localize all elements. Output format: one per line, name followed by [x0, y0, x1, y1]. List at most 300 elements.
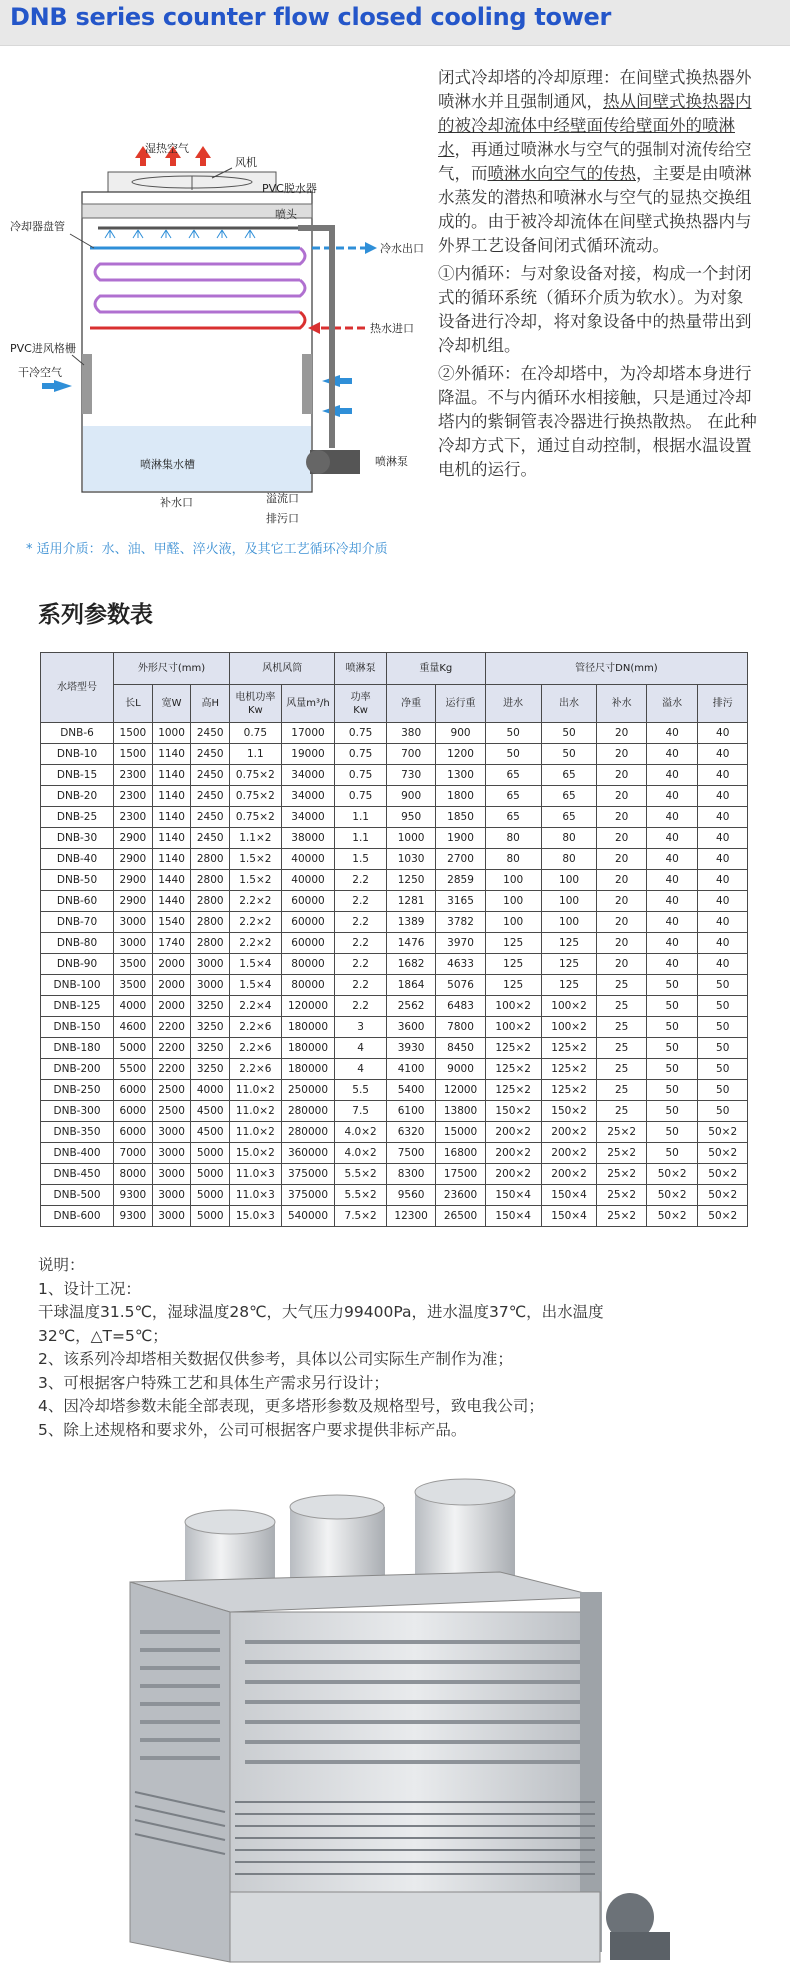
- table-cell: 20: [597, 891, 646, 912]
- table-cell: 60000: [281, 891, 335, 912]
- table-cell: 5000: [191, 1164, 230, 1185]
- table-cell: 5500: [114, 1059, 153, 1080]
- table-cell: 34000: [281, 765, 335, 786]
- table-cell: 125×2: [485, 1059, 541, 1080]
- principle-paragraph-1: [438, 66, 758, 258]
- table-cell: 17500: [436, 1164, 485, 1185]
- motor-power-unit: Kw: [247, 704, 263, 716]
- table-cell: 1900: [436, 828, 485, 849]
- table-cell: 9300: [114, 1206, 153, 1227]
- table-cell: 50×2: [698, 1143, 748, 1164]
- table-cell: 2200: [152, 1017, 191, 1038]
- table-row: [41, 1185, 748, 1206]
- table-cell: 2900: [114, 870, 153, 891]
- table-cell: 1.1: [335, 807, 387, 828]
- table-cell: 5000: [191, 1206, 230, 1227]
- table-cell: 2.2×2: [230, 912, 282, 933]
- table-row: [41, 744, 748, 765]
- table-cell: 25: [597, 996, 646, 1017]
- table-cell: 7500: [386, 1143, 435, 1164]
- table-cell: 4000: [114, 996, 153, 1017]
- table-cell: 2450: [191, 744, 230, 765]
- table-cell: 20: [597, 786, 646, 807]
- table-cell: 3500: [114, 954, 153, 975]
- table-cell: 2562: [386, 996, 435, 1017]
- table-cell: 20: [597, 954, 646, 975]
- table-cell: 12000: [436, 1080, 485, 1101]
- table-cell: 4600: [114, 1017, 153, 1038]
- col-makeup: 补水: [597, 685, 646, 723]
- table-cell: 40: [698, 933, 748, 954]
- table-cell: 40: [698, 723, 748, 744]
- table-cell: 2.2×6: [230, 1038, 282, 1059]
- table-cell: 25: [597, 975, 646, 996]
- label-fan: 风机: [235, 156, 257, 169]
- table-cell: DNB-200: [41, 1059, 114, 1080]
- table-cell: 40: [698, 891, 748, 912]
- table-cell: 5.5×2: [335, 1185, 387, 1206]
- label-nozzle: 喷头: [275, 208, 297, 221]
- table-cell: 17000: [281, 723, 335, 744]
- note-line-1: 1、设计工况：: [38, 1279, 141, 1298]
- table-cell: 0.75: [335, 744, 387, 765]
- table-cell: 125×2: [541, 1080, 597, 1101]
- table-cell: 5000: [114, 1038, 153, 1059]
- table-cell: 8000: [114, 1164, 153, 1185]
- table-cell: 0.75: [335, 786, 387, 807]
- table-cell: 16800: [436, 1143, 485, 1164]
- table-cell: 1140: [152, 744, 191, 765]
- table-cell: 1.5×2: [230, 849, 282, 870]
- table-cell: 8300: [386, 1164, 435, 1185]
- table-cell: 50: [646, 1101, 698, 1122]
- table-cell: 11.0×3: [230, 1164, 282, 1185]
- table-cell: 700: [386, 744, 435, 765]
- table-row: [41, 828, 748, 849]
- table-cell: 200×2: [541, 1122, 597, 1143]
- table-cell: 4000: [191, 1080, 230, 1101]
- table-cell: 150×2: [541, 1101, 597, 1122]
- table-cell: 40: [698, 912, 748, 933]
- table-cell: 1000: [152, 723, 191, 744]
- table-cell: 150×4: [485, 1185, 541, 1206]
- table-cell: 25×2: [597, 1206, 646, 1227]
- table-cell: DNB-6: [41, 723, 114, 744]
- table-cell: 1682: [386, 954, 435, 975]
- table-cell: 5400: [386, 1080, 435, 1101]
- table-cell: DNB-50: [41, 870, 114, 891]
- table-cell: 1500: [114, 723, 153, 744]
- table-cell: 540000: [281, 1206, 335, 1227]
- table-cell: 7800: [436, 1017, 485, 1038]
- table-cell: 3930: [386, 1038, 435, 1059]
- table-cell: 2800: [191, 933, 230, 954]
- table-cell: 2450: [191, 765, 230, 786]
- label-coil: 冷却器盘管: [10, 220, 65, 233]
- right-grille: [302, 354, 312, 414]
- table-cell: 50: [485, 744, 541, 765]
- table-cell: 0.75×2: [230, 786, 282, 807]
- table-cell: 280000: [281, 1101, 335, 1122]
- table-cell: 65: [541, 807, 597, 828]
- table-cell: 100: [485, 912, 541, 933]
- table-cell: 375000: [281, 1185, 335, 1206]
- table-cell: 200×2: [485, 1122, 541, 1143]
- table-cell: 100×2: [485, 1017, 541, 1038]
- table-cell: 125×2: [485, 1038, 541, 1059]
- table-cell: 50: [698, 975, 748, 996]
- table-cell: 180000: [281, 1017, 335, 1038]
- table-cell: 50: [646, 1122, 698, 1143]
- table-cell: 3000: [152, 1164, 191, 1185]
- table-cell: 3250: [191, 996, 230, 1017]
- table-cell: 50×2: [646, 1185, 698, 1206]
- table-cell: 80: [485, 828, 541, 849]
- col-run-weight: 运行重: [436, 685, 485, 723]
- table-row: [41, 1017, 748, 1038]
- basin-photo: [230, 1892, 600, 1962]
- table-cell: 20: [597, 933, 646, 954]
- table-cell: 40: [646, 786, 698, 807]
- table-cell: 5000: [191, 1185, 230, 1206]
- table-row: [41, 1206, 748, 1227]
- table-cell: 1440: [152, 891, 191, 912]
- table-cell: 60000: [281, 933, 335, 954]
- table-cell: 2300: [114, 786, 153, 807]
- principle-p1-underline-2: 喷淋水向空气的传热: [487, 164, 636, 183]
- table-cell: 50: [698, 1038, 748, 1059]
- col-model: 水塔型号: [41, 653, 114, 723]
- table-cell: 5.5×2: [335, 1164, 387, 1185]
- table-cell: 20: [597, 765, 646, 786]
- table-cell: 40000: [281, 870, 335, 891]
- table-cell: 80: [485, 849, 541, 870]
- table-cell: 1850: [436, 807, 485, 828]
- principle-p1-c: ，主要是由喷淋水蒸发的潜热和喷淋水与空气的显热交换组成的。由于被冷却流体在间壁式换热器内与外界工艺设备间闭式循环流动。: [438, 164, 752, 255]
- table-cell: 6320: [386, 1122, 435, 1143]
- label-basin: 喷淋集水槽: [140, 458, 195, 471]
- table-cell: 150×4: [541, 1185, 597, 1206]
- table-cell: 65: [485, 786, 541, 807]
- table-cell: 3000: [191, 954, 230, 975]
- col-pipe: 管径尺寸DN(mm): [485, 653, 747, 685]
- left-grille: [82, 354, 92, 414]
- table-cell: 50×2: [698, 1185, 748, 1206]
- table-cell: 11.0×2: [230, 1122, 282, 1143]
- label-inlet: 热水进口: [370, 322, 414, 335]
- table-cell: 40: [698, 765, 748, 786]
- table-cell: 3000: [152, 1206, 191, 1227]
- col-length: 长L: [114, 685, 153, 723]
- col-pump-power: [335, 685, 387, 723]
- table-cell: 1140: [152, 807, 191, 828]
- table-cell: 2.2×6: [230, 1059, 282, 1080]
- table-cell: 1740: [152, 933, 191, 954]
- table-row: [41, 996, 748, 1017]
- table-cell: DNB-80: [41, 933, 114, 954]
- table-cell: DNB-20: [41, 786, 114, 807]
- table-cell: 20: [597, 807, 646, 828]
- table-cell: 3970: [436, 933, 485, 954]
- table-cell: 2.2: [335, 870, 387, 891]
- table-cell: 375000: [281, 1164, 335, 1185]
- table-cell: 65: [541, 786, 597, 807]
- table-cell: 80: [541, 849, 597, 870]
- table-cell: 15.0×3: [230, 1206, 282, 1227]
- col-motor-power: [230, 685, 282, 723]
- table-cell: 11.0×3: [230, 1185, 282, 1206]
- table-cell: 50: [646, 1038, 698, 1059]
- table-cell: 50: [541, 744, 597, 765]
- table-cell: 50×2: [698, 1164, 748, 1185]
- table-cell: 40: [646, 765, 698, 786]
- table-cell: 20: [597, 828, 646, 849]
- body-side: [130, 1582, 230, 1962]
- label-makeup: 补水口: [160, 496, 193, 509]
- table-cell: 25×2: [597, 1143, 646, 1164]
- table-cell: DNB-350: [41, 1122, 114, 1143]
- table-cell: 4: [335, 1038, 387, 1059]
- table-cell: 100: [541, 912, 597, 933]
- table-cell: 80: [541, 828, 597, 849]
- table-cell: 25: [597, 1080, 646, 1101]
- table-cell: 1140: [152, 765, 191, 786]
- table-cell: 1281: [386, 891, 435, 912]
- table-cell: 80000: [281, 975, 335, 996]
- table-row: [41, 786, 748, 807]
- table-cell: DNB-25: [41, 807, 114, 828]
- table-cell: 100: [541, 891, 597, 912]
- table-cell: 65: [485, 807, 541, 828]
- label-grille: PVC进风格栅: [10, 342, 76, 355]
- table-cell: 900: [436, 723, 485, 744]
- table-cell: 1.5×4: [230, 975, 282, 996]
- table-cell: 38000: [281, 828, 335, 849]
- table-cell: 3782: [436, 912, 485, 933]
- table-cell: 25×2: [597, 1122, 646, 1143]
- table-cell: 3000: [114, 933, 153, 954]
- table-cell: DNB-400: [41, 1143, 114, 1164]
- table-cell: 200×2: [485, 1143, 541, 1164]
- table-cell: 1200: [436, 744, 485, 765]
- label-dry-air: 干冷空气: [18, 366, 62, 379]
- table-cell: 125: [485, 975, 541, 996]
- table-cell: 100×2: [541, 1017, 597, 1038]
- table-cell: 150×4: [541, 1206, 597, 1227]
- label-pump: 喷淋泵: [375, 455, 408, 468]
- note-line-4: 2、该系列冷却塔相关数据仅供参考，具体以公司实际生产制作为准；: [38, 1350, 513, 1368]
- table-row: [41, 807, 748, 828]
- table-row: [41, 1143, 748, 1164]
- table-title: 系列参数表: [38, 602, 153, 628]
- principle-paragraph-2: ①内循环：与对象设备对接，构成一个封闭式的循环系统（循环介质为软水）。为对象设备进行冷却，将对象设备中的热量带出到冷却机组。: [438, 264, 752, 355]
- table-cell: 0.75×2: [230, 765, 282, 786]
- table-cell: 2200: [152, 1038, 191, 1059]
- table-cell: 80000: [281, 954, 335, 975]
- table-cell: 100: [485, 870, 541, 891]
- table-cell: 2800: [191, 849, 230, 870]
- table-cell: 25: [597, 1059, 646, 1080]
- table-cell: 50: [646, 1059, 698, 1080]
- table-cell: 20: [597, 870, 646, 891]
- principle-paragraph-3: ②外循环：在冷却塔中，为冷却塔本身进行降温。不与内循环水相接触，只是通过冷却塔内的紫铜管表冷器进行换热散热。 在此种冷却方式下，通过自动控制，根据水温设置电机的运行。: [438, 364, 757, 479]
- table-cell: 1389: [386, 912, 435, 933]
- table-cell: 25: [597, 1017, 646, 1038]
- table-cell: 125×2: [541, 1038, 597, 1059]
- table-cell: 150×4: [485, 1206, 541, 1227]
- table-cell: 25: [597, 1101, 646, 1122]
- table-cell: 40: [698, 786, 748, 807]
- table-cell: 6000: [114, 1080, 153, 1101]
- table-cell: 1540: [152, 912, 191, 933]
- table-cell: 34000: [281, 786, 335, 807]
- table-cell: 40: [698, 744, 748, 765]
- table-cell: DNB-30: [41, 828, 114, 849]
- table-cell: 200×2: [485, 1164, 541, 1185]
- table-cell: 50×2: [698, 1122, 748, 1143]
- table-cell: 2700: [436, 849, 485, 870]
- table-cell: DNB-90: [41, 954, 114, 975]
- table-cell: 2800: [191, 891, 230, 912]
- note-line-7: 5、除上述规格和要求外，公司可根据客户要求提供非标产品。: [38, 1420, 467, 1439]
- table-cell: 380: [386, 723, 435, 744]
- spec-table-body: [41, 723, 748, 1227]
- table-cell: 4500: [191, 1122, 230, 1143]
- pump-photo: [606, 1893, 670, 1960]
- table-cell: 8450: [436, 1038, 485, 1059]
- table-cell: DNB-10: [41, 744, 114, 765]
- table-cell: 360000: [281, 1143, 335, 1164]
- table-row: [41, 933, 748, 954]
- table-cell: 2.2×4: [230, 996, 282, 1017]
- table-cell: 60000: [281, 912, 335, 933]
- table-cell: 3000: [152, 1143, 191, 1164]
- table-cell: 125: [485, 933, 541, 954]
- col-airflow: 风量m³/h: [281, 685, 335, 723]
- table-cell: 1440: [152, 870, 191, 891]
- table-cell: 15000: [436, 1122, 485, 1143]
- table-cell: 2.2: [335, 975, 387, 996]
- table-cell: 2900: [114, 828, 153, 849]
- table-cell: 6100: [386, 1101, 435, 1122]
- table-cell: 6000: [114, 1101, 153, 1122]
- table-cell: 100×2: [541, 996, 597, 1017]
- table-cell: 40: [698, 828, 748, 849]
- table-cell: 23600: [436, 1185, 485, 1206]
- table-cell: 2.2: [335, 996, 387, 1017]
- col-drain: 排污: [698, 685, 748, 723]
- table-cell: 50: [646, 975, 698, 996]
- table-cell: 50: [698, 1101, 748, 1122]
- table-row: [41, 954, 748, 975]
- cooling-tower-schematic: [10, 130, 430, 530]
- table-cell: 50×2: [646, 1164, 698, 1185]
- table-cell: 2800: [191, 870, 230, 891]
- table-cell: 2000: [152, 996, 191, 1017]
- spec-table: [40, 652, 748, 1227]
- table-cell: 6483: [436, 996, 485, 1017]
- medium-note: * 适用介质：水、油、甲醛、淬火液，及其它工艺循环冷却介质: [26, 542, 388, 557]
- table-cell: 40: [646, 744, 698, 765]
- table-cell: 125×2: [541, 1059, 597, 1080]
- table-cell: DNB-125: [41, 996, 114, 1017]
- table-cell: 2.2×6: [230, 1017, 282, 1038]
- table-cell: 5.5: [335, 1080, 387, 1101]
- table-cell: 20: [597, 723, 646, 744]
- label-drain: 排污口: [266, 512, 299, 525]
- table-cell: 3165: [436, 891, 485, 912]
- notes-heading: 说明：: [38, 1256, 85, 1274]
- table-cell: 2300: [114, 765, 153, 786]
- note-line-5: 3、可根据客户特殊工艺和具体生产需求另行设计；: [38, 1373, 389, 1392]
- table-cell: DNB-40: [41, 849, 114, 870]
- table-cell: 2300: [114, 807, 153, 828]
- col-height: 高H: [191, 685, 230, 723]
- note-line-3: 32℃，△T=5℃；: [38, 1326, 168, 1345]
- table-cell: 50×2: [646, 1206, 698, 1227]
- table-cell: 100×2: [485, 996, 541, 1017]
- principle-text: [438, 66, 758, 486]
- table-cell: 7000: [114, 1143, 153, 1164]
- pump-power-unit: Kw: [353, 704, 368, 716]
- table-cell: 100: [541, 870, 597, 891]
- table-cell: 50: [646, 1143, 698, 1164]
- table-cell: 1140: [152, 828, 191, 849]
- table-cell: 1800: [436, 786, 485, 807]
- col-water-in: 进水: [485, 685, 541, 723]
- table-cell: DNB-450: [41, 1164, 114, 1185]
- table-cell: 950: [386, 807, 435, 828]
- table-cell: 4633: [436, 954, 485, 975]
- table-cell: 11.0×2: [230, 1080, 282, 1101]
- table-cell: 3000: [152, 1185, 191, 1206]
- table-cell: 1140: [152, 849, 191, 870]
- table-cell: 12300: [386, 1206, 435, 1227]
- table-cell: DNB-15: [41, 765, 114, 786]
- table-cell: 0.75×2: [230, 807, 282, 828]
- table-row: [41, 1080, 748, 1101]
- table-cell: 25×2: [597, 1164, 646, 1185]
- table-cell: 2900: [114, 891, 153, 912]
- table-cell: 19000: [281, 744, 335, 765]
- table-cell: 1250: [386, 870, 435, 891]
- table-row: [41, 849, 748, 870]
- table-row: [41, 975, 748, 996]
- table-cell: 2800: [191, 912, 230, 933]
- col-dims: 外形尺寸(mm): [114, 653, 230, 685]
- table-cell: 2.2: [335, 912, 387, 933]
- table-cell: 50: [698, 1017, 748, 1038]
- table-cell: 3500: [114, 975, 153, 996]
- table-cell: DNB-500: [41, 1185, 114, 1206]
- table-cell: 4.0×2: [335, 1122, 387, 1143]
- table-cell: 0.75: [335, 765, 387, 786]
- table-cell: 125×2: [485, 1080, 541, 1101]
- table-cell: 2.2: [335, 933, 387, 954]
- table-cell: 1140: [152, 786, 191, 807]
- table-cell: 2500: [152, 1080, 191, 1101]
- table-cell: 1864: [386, 975, 435, 996]
- table-cell: 4.0×2: [335, 1143, 387, 1164]
- table-cell: 280000: [281, 1122, 335, 1143]
- table-cell: 1500: [114, 744, 153, 765]
- table-cell: 1030: [386, 849, 435, 870]
- water-basin: [83, 426, 311, 491]
- table-cell: 200×2: [541, 1164, 597, 1185]
- table-cell: 15.0×2: [230, 1143, 282, 1164]
- col-overflow: 溢水: [646, 685, 698, 723]
- table-cell: 3250: [191, 1017, 230, 1038]
